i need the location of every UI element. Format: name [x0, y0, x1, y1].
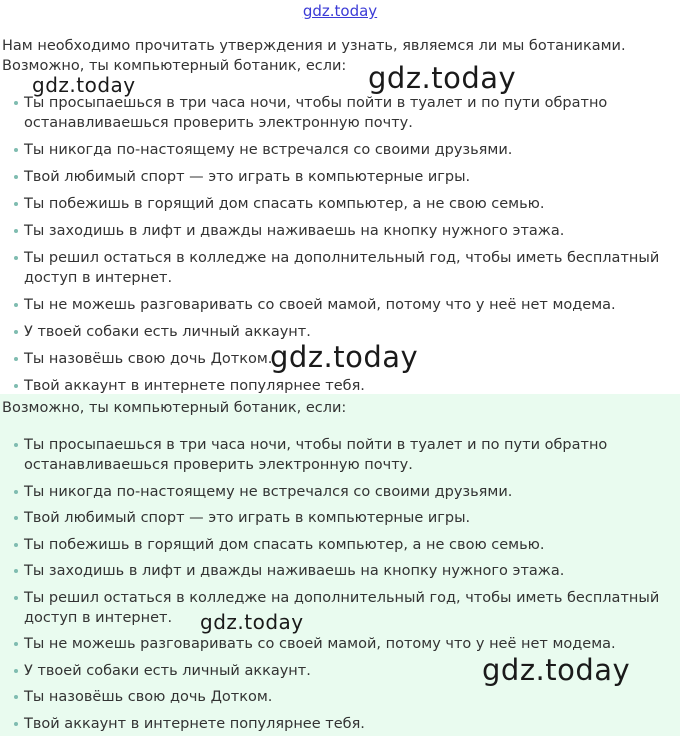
list-item: Ты решил остаться в колледже на дополнительный год, чтобы иметь бесплатный доступ в интернет. — [0, 588, 680, 628]
list-item: Ты побежишь в горящий дом спасать компьютер, а не свою семью. — [0, 535, 680, 555]
list-item: Ты назовёшь свою дочь Дотком. — [0, 687, 680, 707]
list-item: Ты просыпаешься в три часа ночи, чтобы пойти в туалет и по пути обратно останавливаешься проверить электронную почту. — [0, 435, 680, 475]
list-item: Ты не можешь разговаривать со своей мамой, потому что у неё нет модема. — [0, 634, 680, 654]
list-item: Ты никогда по-настоящему не встречался со своими друзьями. — [0, 482, 680, 502]
list-item: Ты не можешь разговаривать со своей мамой, потому что у неё нет модема. — [0, 295, 680, 315]
watermark: gdz.today — [482, 653, 631, 687]
list-item: Твой аккаунт в интернете популярнее тебя. — [0, 376, 680, 396]
site-link[interactable]: gdz.today — [302, 2, 378, 20]
list-item: Ты никогда по-настоящему не встречался со своими друзьями. — [0, 140, 680, 160]
list-item: Ты заходишь в лифт и дважды наживаешь на кнопку нужного этажа. — [0, 561, 680, 581]
list-item: Ты заходишь в лифт и дважды наживаешь на кнопку нужного этажа. — [0, 221, 680, 241]
list-item: Ты решил остаться в колледже на дополнительный год, чтобы иметь бесплатный доступ в интернет. — [0, 248, 680, 288]
intro-line-lead: Возможно, ты компьютерный ботаник, если: — [2, 58, 347, 74]
answer-heading: Возможно, ты компьютерный ботаник, если: — [2, 400, 347, 416]
list-item: У твоей собаки есть личный аккаунт. — [0, 661, 680, 681]
answer-list — [0, 435, 680, 740]
list-item: Твой аккаунт в интернете популярнее тебя. — [0, 714, 680, 734]
list-item: Ты назовёшь свою дочь Дотком. — [0, 349, 680, 369]
watermark: gdz.today — [270, 340, 419, 374]
list-item: Твой любимый спорт — это играть в компьютерные игры. — [0, 167, 680, 187]
list-item: У твоей собаки есть личный аккаунт. — [0, 322, 680, 342]
watermark: gdz.today — [368, 61, 517, 95]
intro-text — [2, 36, 678, 76]
intro-line-task: Нам необходимо прочитать утверждения и узнать, являемся ли мы ботаниками. — [2, 38, 626, 54]
list-item: Твой любимый спорт — это играть в компьютерные игры. — [0, 508, 680, 528]
watermark: gdz.today — [32, 73, 136, 97]
list-item: Ты просыпаешься в три часа ночи, чтобы пойти в туалет и по пути обратно останавливаешься проверить электронную почту. — [0, 93, 680, 133]
list-item: Ты побежишь в горящий дом спасать компьютер, а не свою семью. — [0, 194, 680, 214]
watermark: gdz.today — [200, 610, 304, 634]
